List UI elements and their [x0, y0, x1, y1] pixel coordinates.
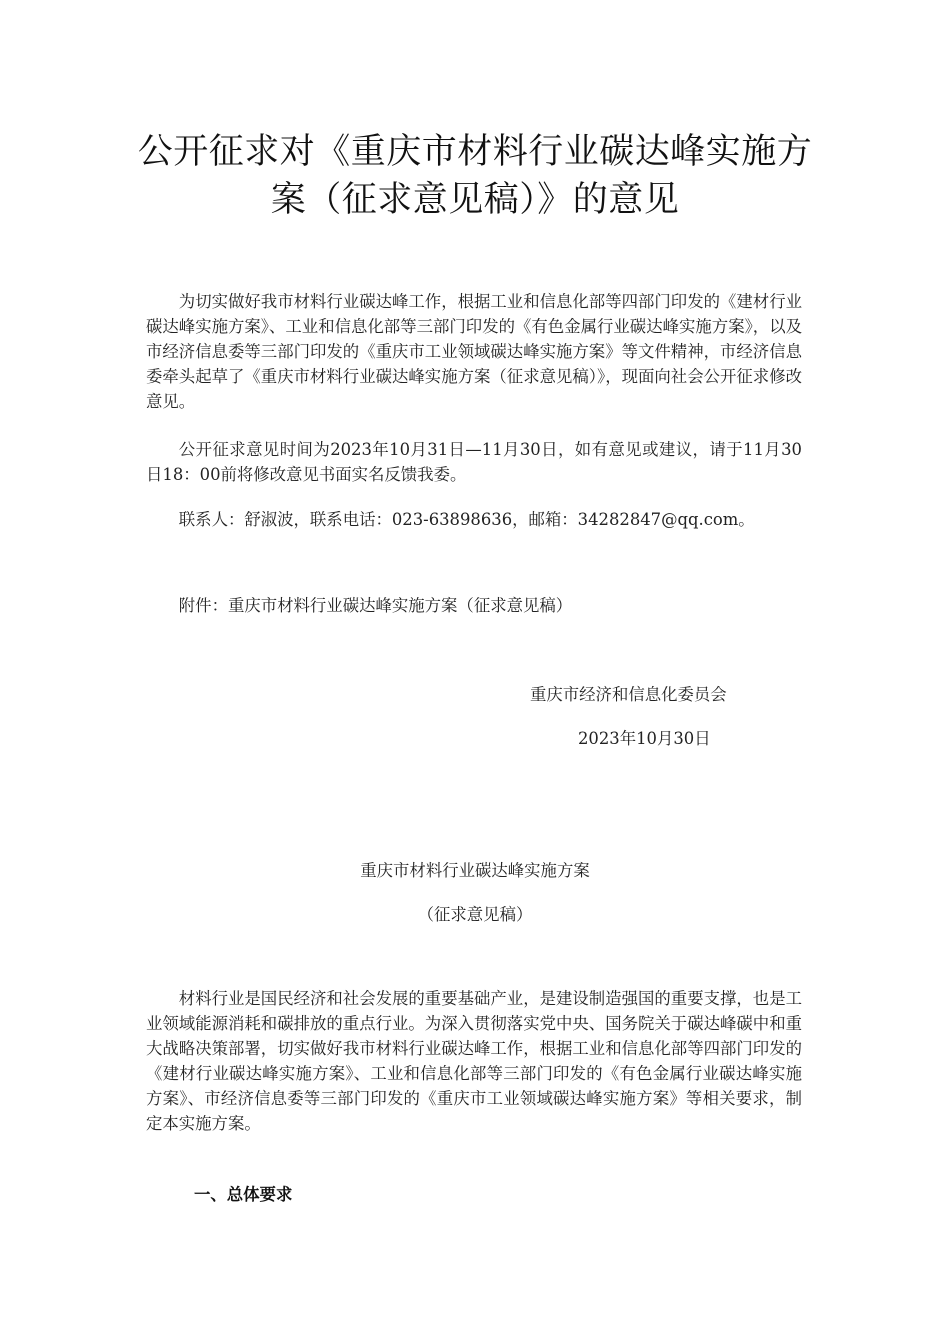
page-title-line-1: 公开征求对《重庆市材料行业碳达峰实施方	[137, 132, 813, 172]
page-title	[120, 128, 830, 224]
plan-title: 重庆市材料行业碳达峰实施方案	[360, 861, 590, 880]
attachment-paragraph: 附件：重庆市材料行业碳达峰实施方案（征求意见稿）	[178, 596, 573, 615]
plan-intro-paragraph: 材料行业是国民经济和社会发展的重要基础产业，是建设制造强国的重要支撑，也是工业领域能源消耗和碳排放的重点行业。为深入贯彻落实党中央、国务院关于碳达峰碳中和重大战略决策部署，切实做好我市材料行业碳达峰工作，根据工业和信息化部等四部门印发的《建材行业碳达峰实施方案》、工业和信息化部等三部门印发的《有色金属行业碳达峰实施方案》、市经济信息委等三部门印发的《重庆市工业领域碳达峰实施方案》等相关要求，制定本实施方案。	[146, 989, 802, 1133]
signing-date: 2023年10月30日	[578, 729, 711, 748]
plan-subtitle: （征求意见稿）	[417, 905, 533, 924]
signer: 重庆市经济和信息化委员会	[530, 685, 727, 704]
comment-period-paragraph: 公开征求意见时间为2023年10月31日—11月30日，如有意见或建议，请于11月30日18：00前将修改意见书面实名反馈我委。	[146, 440, 802, 484]
contact-paragraph: 联系人：舒淑波，联系电话：023-63898636，邮箱：34282847@qq.com。	[178, 510, 755, 529]
page-title-line-2: 案（征求意见稿）》的意见	[270, 180, 680, 220]
section-heading: 一、总体要求	[194, 1185, 293, 1204]
intro-paragraph: 为切实做好我市材料行业碳达峰工作，根据工业和信息化部等四部门印发的《建材行业碳达峰实施方案》、工业和信息化部等三部门印发的《有色金属行业碳达峰实施方案》，以及市经济信息委等三部门印发的《重庆市工业领域碳达峰实施方案》等文件精神，市经济信息委牵头起草了《重庆市材料行业碳达峰实施方案（征求意见稿）》，现面向社会公开征求修改意见。	[146, 292, 802, 411]
